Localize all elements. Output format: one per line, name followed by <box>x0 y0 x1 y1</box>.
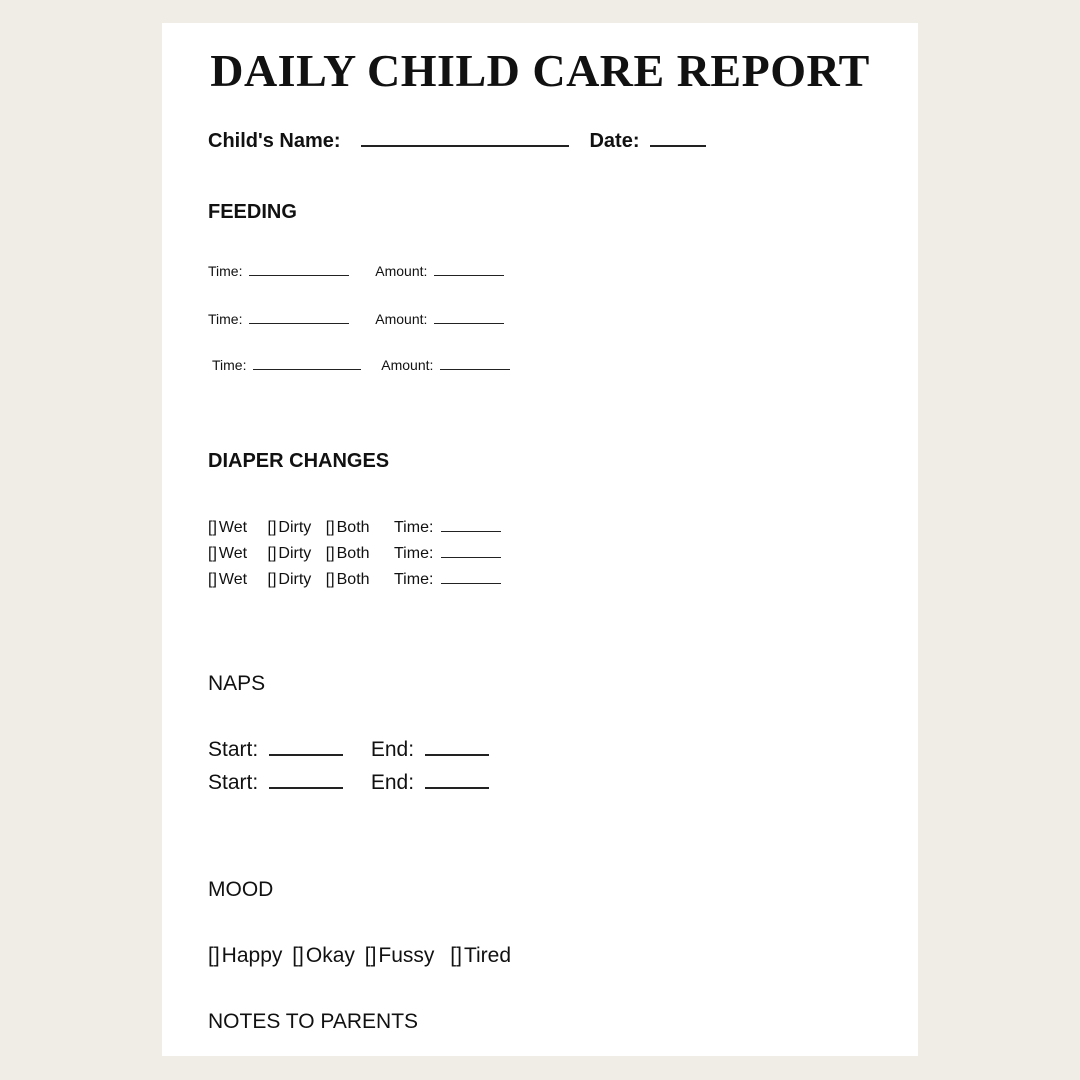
feeding-amount-label: Amount: <box>375 263 428 279</box>
mood-happy-option[interactable] <box>208 944 282 967</box>
diaper-time-label: Time: <box>394 519 434 536</box>
mood-label: Fussy <box>378 944 435 967</box>
date-field[interactable] <box>650 145 706 147</box>
checkbox-icon: [] <box>208 519 217 536</box>
wet-label: Wet <box>218 571 248 588</box>
mood-heading: MOOD <box>208 878 274 901</box>
mood-label: Tired <box>463 944 512 967</box>
diaper-time-label: Time: <box>394 571 434 588</box>
report-sheet <box>162 23 918 1056</box>
nap-row <box>208 771 489 795</box>
diaper-time-field[interactable] <box>441 557 501 558</box>
feeding-row <box>208 263 504 279</box>
feeding-row <box>212 357 510 373</box>
nap-start-field[interactable] <box>269 787 343 789</box>
both-label: Both <box>336 571 370 588</box>
notes-heading: NOTES TO PARENTS <box>208 1010 419 1033</box>
checkbox-icon: [] <box>292 944 304 967</box>
naps-heading: NAPS <box>208 672 266 695</box>
diaper-row <box>208 571 501 589</box>
feeding-time-field[interactable] <box>253 369 361 370</box>
nap-start-field[interactable] <box>269 754 343 756</box>
nap-end-field[interactable] <box>425 787 489 789</box>
mood-options <box>208 944 511 968</box>
checkbox-icon: [] <box>208 571 217 588</box>
checkbox-icon: [] <box>208 545 217 562</box>
feeding-amount-field[interactable] <box>434 275 504 276</box>
feeding-amount-label: Amount: <box>381 357 434 373</box>
checkbox-icon: [] <box>325 519 335 536</box>
checkbox-icon: [] <box>267 519 277 536</box>
date-label: Date: <box>589 130 640 152</box>
child-name-field[interactable] <box>361 145 569 147</box>
feeding-amount-field[interactable] <box>440 369 510 370</box>
diaper-time-field[interactable] <box>441 583 501 584</box>
diaper-time-field[interactable] <box>441 531 501 532</box>
feeding-amount-field[interactable] <box>434 323 504 324</box>
feeding-heading: FEEDING <box>208 201 297 223</box>
feeding-time-label: Time: <box>212 357 247 373</box>
nap-start-label: Start: <box>208 738 259 761</box>
dirty-label: Dirty <box>278 519 312 536</box>
diaper-row <box>208 519 501 537</box>
nap-row <box>208 738 489 762</box>
checkbox-icon: [] <box>325 545 335 562</box>
wet-label: Wet <box>218 545 248 562</box>
nap-end-label: End: <box>370 771 415 794</box>
diaper-heading: DIAPER CHANGES <box>208 450 390 472</box>
dirty-option[interactable] <box>268 545 312 562</box>
dirty-option[interactable] <box>268 519 312 536</box>
checkbox-icon: [] <box>450 944 462 967</box>
checkbox-icon: [] <box>325 571 335 588</box>
feeding-amount-label: Amount: <box>375 311 428 327</box>
diaper-row <box>208 545 501 563</box>
both-option[interactable] <box>326 519 370 536</box>
both-label: Both <box>336 519 370 536</box>
feeding-time-label: Time: <box>208 311 243 327</box>
both-option[interactable] <box>326 571 370 588</box>
both-label: Both <box>336 545 370 562</box>
wet-option[interactable] <box>208 545 247 562</box>
mood-fussy-option[interactable] <box>365 944 435 967</box>
wet-label: Wet <box>218 519 248 536</box>
feeding-time-field[interactable] <box>249 275 349 276</box>
child-name-label: Child's Name: <box>208 130 341 152</box>
feeding-time-label: Time: <box>208 263 243 279</box>
wet-option[interactable] <box>208 519 247 536</box>
checkbox-icon: [] <box>267 571 277 588</box>
wet-option[interactable] <box>208 571 247 588</box>
checkbox-icon: [] <box>267 545 277 562</box>
dirty-label: Dirty <box>278 571 312 588</box>
nap-end-field[interactable] <box>425 754 489 756</box>
dirty-label: Dirty <box>278 545 312 562</box>
diaper-time-label: Time: <box>394 545 434 562</box>
mood-tired-option[interactable] <box>450 944 511 967</box>
both-option[interactable] <box>326 545 370 562</box>
nap-start-label: Start: <box>208 771 259 794</box>
feeding-time-field[interactable] <box>249 323 349 324</box>
feeding-row <box>208 311 504 327</box>
page-title: DAILY CHILD CARE REPORT <box>210 45 870 96</box>
nap-end-label: End: <box>370 738 415 761</box>
mood-okay-option[interactable] <box>292 944 355 967</box>
checkbox-icon: [] <box>364 944 377 967</box>
mood-label: Happy <box>221 944 283 967</box>
dirty-option[interactable] <box>268 571 312 588</box>
checkbox-icon: [] <box>208 944 220 967</box>
mood-label: Okay <box>305 944 355 967</box>
header-row <box>208 130 706 153</box>
